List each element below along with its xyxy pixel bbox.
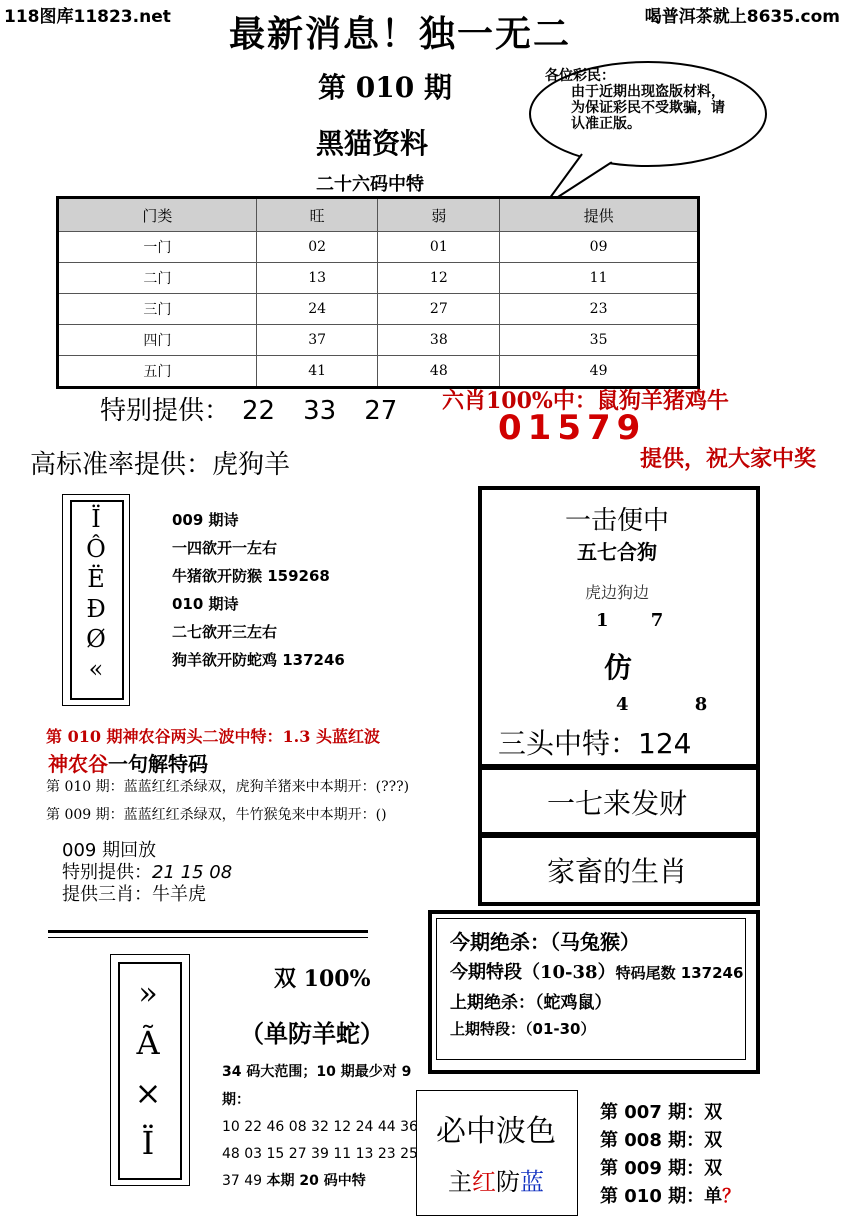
page-subtitle: 黑猫资料 <box>316 127 429 160</box>
wave-sub <box>416 1162 576 1197</box>
bubble-line2: 由于近期出现盗版材料，为保证彩民不受欺骗，请认准正版。 <box>571 84 725 132</box>
yiji-fang: 仿 <box>604 651 633 684</box>
jiachu-text: 家畜的生肖 <box>546 855 687 888</box>
special-label: 特别提供： <box>100 396 231 426</box>
poem-line: 009 期诗 <box>172 511 239 529</box>
review-special-value: 21 15 08 <box>152 862 233 883</box>
special-number: 33 <box>303 396 337 426</box>
poem-glyph: Ë <box>87 565 105 593</box>
poem-glyphs <box>74 504 118 684</box>
site-left: 118图库11823.net <box>4 7 171 27</box>
wave-blue: 蓝 <box>520 1168 544 1196</box>
table-header-row <box>58 198 699 232</box>
history-value: 双 <box>704 1102 723 1123</box>
table-cell: 11 <box>500 263 699 294</box>
shennong-line: 第 010 期：蓝蓝红红杀绿双，虎狗羊猪来中本期开：(???) <box>46 779 410 795</box>
site-right: 喝普洱茶就上8635.com <box>644 7 840 27</box>
range-title: 34 码大范围；10 期最少对 9 期： <box>222 1064 412 1108</box>
special-number: 27 <box>364 396 398 426</box>
history-item <box>600 1126 722 1152</box>
tag-line: 二十六码中特 <box>316 174 424 195</box>
card-glyph: × <box>134 1074 162 1112</box>
table-cell: 41 <box>256 356 378 388</box>
number-table <box>56 196 700 389</box>
kill-line <box>450 958 743 984</box>
wave-fang: 防 <box>496 1168 520 1196</box>
facai-text: 一七来发财 <box>546 787 687 820</box>
review-sanxiao <box>62 884 232 906</box>
shennong-line: 第 009 期：蓝蓝红红杀绿双，牛竹猴兔来中本期开：() <box>46 807 387 823</box>
card-glyph: Ï <box>141 1124 155 1162</box>
wave-red: 红 <box>472 1168 496 1196</box>
divider <box>48 937 368 938</box>
shennong-title-red: 神农谷 <box>48 752 108 776</box>
history-item <box>600 1154 722 1180</box>
poem-glyph: Ø <box>86 625 106 653</box>
big-number: 01579 <box>498 408 647 448</box>
review-special-label: 特别提供： <box>62 862 152 883</box>
table-cell: 13 <box>256 263 378 294</box>
history-item <box>600 1098 722 1124</box>
santou-line: 三头中特：124 <box>498 727 692 760</box>
review-sanxiao-label: 提供三肖： <box>62 884 152 905</box>
poem-glyph: Ï <box>91 505 101 533</box>
table-row <box>58 325 699 356</box>
six-xiao: 六肖100%中：鼠狗羊猪鸡牛 <box>442 388 729 414</box>
issue-number: 第 010 期 <box>318 71 452 104</box>
table-row <box>58 232 699 263</box>
table-cell: 五门 <box>58 356 257 388</box>
card-glyph: » <box>138 974 158 1012</box>
history-value: 双 <box>704 1158 723 1179</box>
table-cell: 35 <box>500 325 699 356</box>
range-nums-text: 10 22 46 08 32 12 24 44 36 48 03 15 27 39 11 13 23 25 37 49 <box>222 1119 418 1189</box>
review-block <box>62 840 232 906</box>
table-cell: 23 <box>500 294 699 325</box>
history-label: 第 007 期： <box>600 1102 705 1123</box>
table-cell: 02 <box>256 232 378 263</box>
kill-line: 上期绝杀：（蛇鸡鼠） <box>450 993 612 1013</box>
main-title: 最新消息！独一无二 <box>228 13 571 55</box>
table-cell: 01 <box>378 232 500 263</box>
poem-line: 狗羊欲开防蛇鸡 137246 <box>172 651 345 669</box>
yiji-numbers-1: 1 7 <box>596 610 682 631</box>
history-label: 第 008 期： <box>600 1130 705 1151</box>
table-cell: 三门 <box>58 294 257 325</box>
history-label: 第 010 期： <box>600 1186 705 1207</box>
table-cell: 二门 <box>58 263 257 294</box>
poem-line: 一四欲开一左右 <box>172 539 278 557</box>
yiji-side: 虎边狗边 <box>584 583 649 602</box>
wave-title: 必中波色 <box>436 1114 556 1149</box>
table-cell: 27 <box>378 294 500 325</box>
poem-line: 牛猪欲开防猴 159268 <box>172 567 330 585</box>
divider <box>48 930 368 933</box>
table-header: 旺 <box>256 198 378 232</box>
table-cell: 四门 <box>58 325 257 356</box>
history-value: 单 <box>704 1186 723 1207</box>
table-header: 弱 <box>378 198 500 232</box>
table-cell: 12 <box>378 263 500 294</box>
poem-line: 二七欲开三左右 <box>172 623 278 641</box>
table-cell: 38 <box>378 325 500 356</box>
gaobiao-line: 高标准率提供：虎狗羊 <box>30 450 291 480</box>
table-cell: 一门 <box>58 232 257 263</box>
history-label: 第 009 期： <box>600 1158 705 1179</box>
kill-line-part: 今期特段（10-38） <box>450 962 616 983</box>
special-provide <box>100 390 397 427</box>
kill-line: 今期绝杀：（马兔猴） <box>450 930 640 954</box>
table-header: 提供 <box>500 198 699 232</box>
range-tail: 本期 20 码中特 <box>266 1173 366 1189</box>
table-row <box>58 294 699 325</box>
yiji-numbers-2: 4 8 <box>616 694 738 715</box>
table-cell: 09 <box>500 232 699 263</box>
table-row <box>58 356 699 388</box>
poem-glyph: Ô <box>86 535 106 563</box>
review-sanxiao-value: 牛羊虎 <box>152 884 206 905</box>
table-row <box>58 263 699 294</box>
shennong-title-black: 一句解特码 <box>108 752 208 776</box>
danfang-line: （单防羊蛇） <box>240 1019 384 1048</box>
card-glyphs <box>122 968 174 1168</box>
shennong-title <box>48 748 208 777</box>
yiji-title: 一击便中 <box>564 506 669 536</box>
history-value: 双 <box>704 1130 723 1151</box>
special-number: 22 <box>242 396 276 426</box>
wish-text: 提供，祝大家中奖 <box>640 446 817 472</box>
review-title: 009 期回放 <box>62 840 157 861</box>
shennong-headline: 第 010 期神农谷两头二波中特：1.3 头蓝红波 <box>46 727 380 746</box>
card-glyph: Ã <box>136 1024 160 1062</box>
poem-line: 010 期诗 <box>172 595 239 613</box>
wave-main: 主 <box>448 1168 472 1196</box>
shuang-line: 双 100% <box>274 966 371 992</box>
history-question: ？ <box>722 1186 741 1207</box>
poem-glyph: Ð <box>86 595 106 623</box>
table-cell: 48 <box>378 356 500 388</box>
poem-glyph: « <box>88 655 104 683</box>
table-cell: 37 <box>256 325 378 356</box>
table-cell: 49 <box>500 356 699 388</box>
kill-line: 上期特段：（01-30） <box>450 1020 596 1038</box>
bubble-text <box>545 68 735 132</box>
poem-text <box>172 506 345 674</box>
bubble-line1: 各位彩民： <box>545 68 615 84</box>
history-item <box>600 1182 740 1208</box>
yiji-sub: 五七合狗 <box>577 540 657 564</box>
kill-line-part: 特码尾数 137246 <box>615 964 744 982</box>
table-header: 门类 <box>58 198 257 232</box>
review-special <box>62 862 232 884</box>
range-numbers <box>222 1114 422 1195</box>
table-cell: 24 <box>256 294 378 325</box>
